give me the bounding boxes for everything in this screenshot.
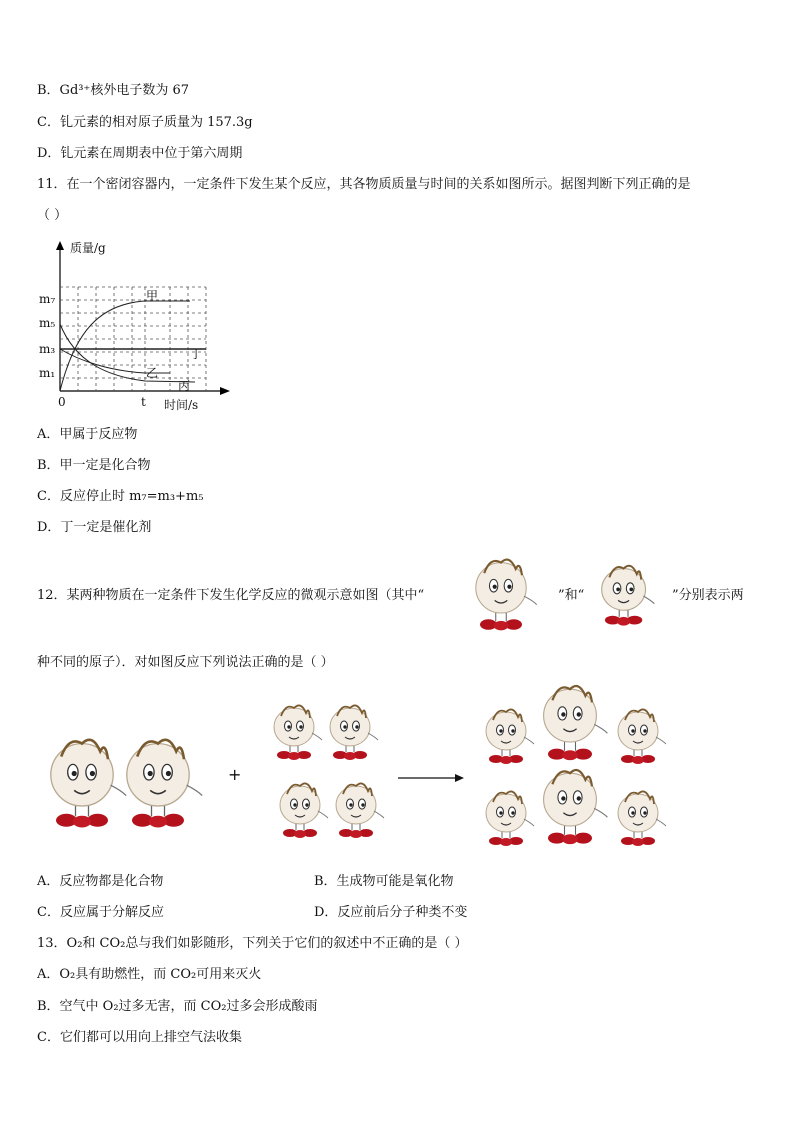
q12-stem-part2: ”和“ — [558, 588, 585, 603]
q12-option-c: C．反应属于分解反应 — [37, 905, 164, 920]
small-molecule-2a — [280, 783, 328, 838]
reactant-big-atom-2 — [127, 740, 202, 828]
q11-option-d: D．丁一定是催化剂 — [37, 520, 152, 535]
product-1-center — [544, 686, 608, 760]
q13-option-c: C．它们都可以用向上排空气法收集 — [37, 1030, 242, 1045]
x-tick-0: 0 — [58, 395, 66, 409]
q11-mass-time-graph — [30, 236, 240, 416]
product-1-right — [618, 709, 666, 764]
small-atom-legend-icon — [588, 562, 668, 630]
q10-option-d: D．钆元素在周期表中位于第六周期 — [37, 146, 243, 161]
q11-stem-line2: （ ） — [37, 208, 68, 223]
y-tick-m1: m₁ — [39, 366, 56, 380]
q11-option-a: A．甲属于反应物 — [37, 427, 138, 442]
series-label-yi: 乙 — [146, 366, 159, 380]
big-atom-legend-icon — [452, 552, 560, 638]
y-tick-m3: m₃ — [39, 342, 56, 356]
x-axis-label: 时间/s — [164, 398, 199, 412]
reactant-big-atom-1 — [51, 740, 126, 828]
q10-option-b: B．Gd³⁺核外电子数为 67 — [37, 83, 190, 98]
small-molecule-1a — [274, 705, 322, 760]
series-label-bing: 丙 — [178, 379, 191, 393]
q12-option-a: A．反应物都是化合物 — [37, 874, 164, 889]
plus-sign: + — [228, 765, 242, 784]
small-molecule-2b — [336, 783, 384, 838]
product-1-left — [486, 709, 534, 764]
product-2-right — [618, 791, 666, 846]
q10-option-c: C．钆元素的相对原子质量为 157.3g — [37, 115, 253, 130]
q11-option-b: B．甲一定是化合物 — [37, 458, 151, 473]
series-label-ding: 丁 — [190, 347, 203, 361]
y-tick-m5: m₅ — [39, 316, 56, 330]
q12-option-b: B．生成物可能是氧化物 — [314, 874, 454, 889]
small-molecule-1b — [330, 705, 378, 760]
y-axis-label: 质量/g — [70, 241, 106, 255]
q12-reaction-diagram — [30, 680, 730, 865]
q12-option-d: D．反应前后分子种类不变 — [314, 905, 468, 920]
product-2-left — [486, 791, 534, 846]
q11-option-c: C．反应停止时 m₇=m₃+m₅ — [37, 489, 204, 504]
q12-stem-part3: ”分别表示两 — [672, 588, 744, 603]
q13-option-b: B．空气中 O₂过多无害，而 CO₂过多会形成酸雨 — [37, 999, 318, 1014]
q12-stem-line2: 种不同的原子）．对如图反应下列说法正确的是（ ） — [37, 655, 334, 670]
q11-stem-line1: 11．在一个密闭容器内，一定条件下发生某个反应，其各物质质量与时间的关系如图所示。据图判断下列正确的是 — [37, 177, 691, 192]
x-tick-t: t — [141, 395, 146, 409]
q13-option-a: A．O₂具有助燃性，而 CO₂可用来灭火 — [37, 967, 262, 982]
y-tick-m7: m₇ — [39, 292, 56, 306]
product-2-center — [544, 770, 608, 844]
q13-stem: 13．O₂和 CO₂总与我们如影随形，下列关于它们的叙述中不正确的是（ ） — [37, 936, 468, 951]
series-bing-curve — [60, 324, 195, 382]
q12-stem-part1: 12．某两种物质在一定条件下发生化学反应的微观示意如图（其中“ — [37, 588, 425, 603]
series-label-jia: 甲 — [146, 289, 159, 303]
